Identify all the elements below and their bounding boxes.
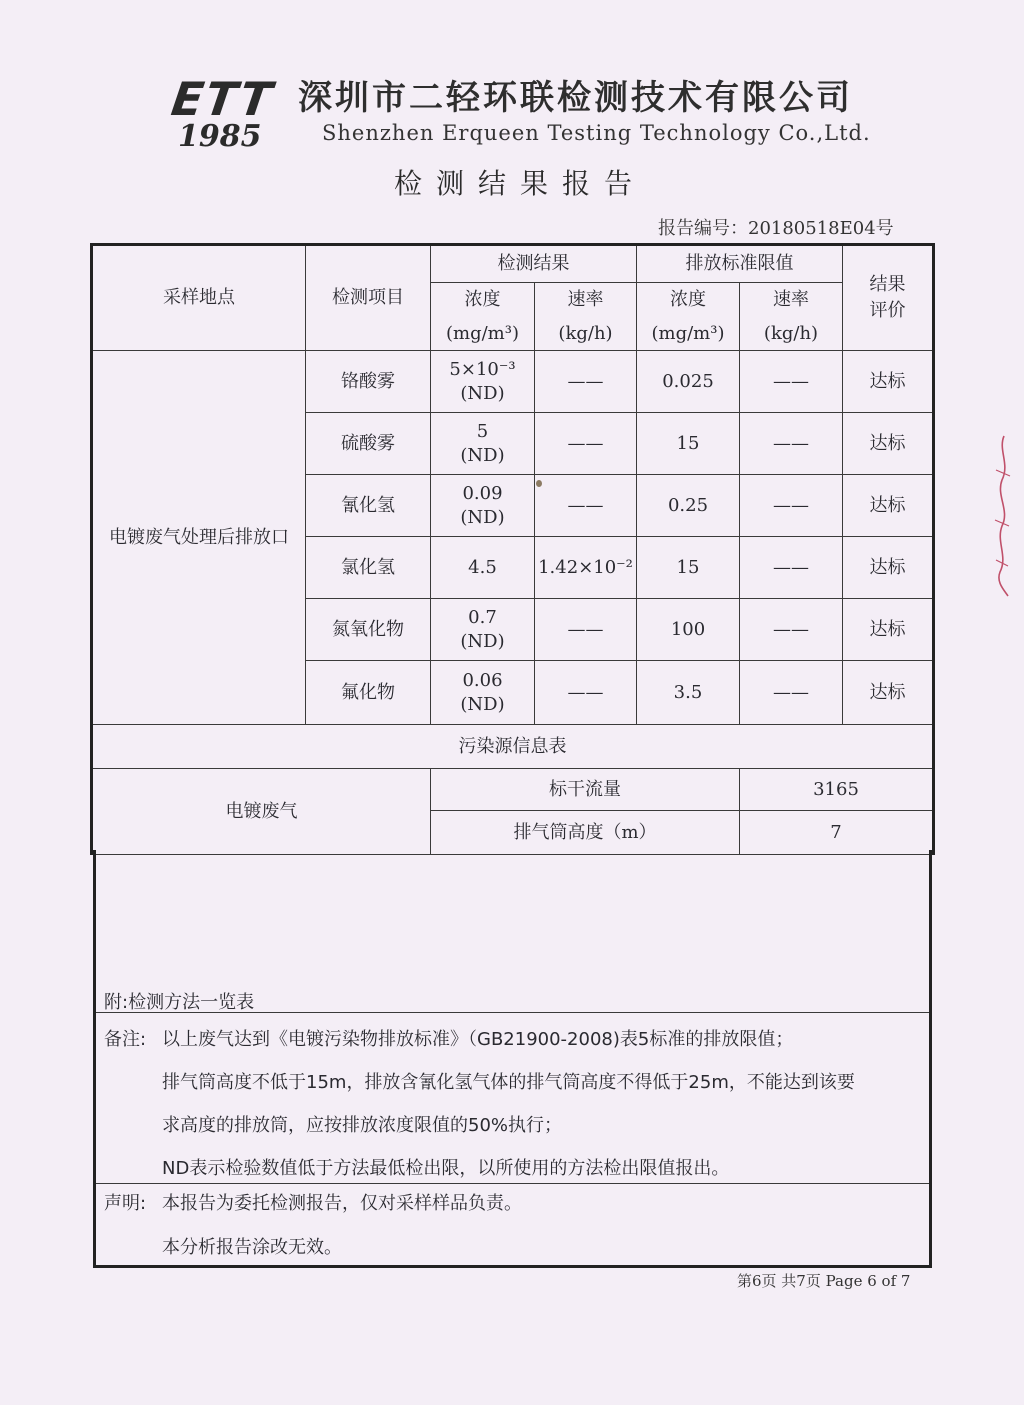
declaration-line-1: 本报告为委托检测报告，仅对采样样品负责。 [162,1193,522,1214]
header-limit-rate-unit: (kg/h) [763,322,819,344]
report-number: 报告编号：20180518E04号 [658,218,894,239]
eval-value: 达标 [843,661,934,725]
source-name: 电镀废气 [92,769,431,855]
conc-cell [431,413,535,475]
company-name-cn: 深圳市二轻环联检测技术有限公司 [298,78,853,118]
limit-conc-value: 3.5 [637,661,740,725]
stack-label: 排气筒高度（m） [431,811,740,855]
declaration-block [96,1185,929,1265]
header-item: 检测项目 [306,245,431,351]
sampling-location: 电镀废气处理后排放口 [92,351,306,725]
data-rows [92,351,934,725]
header-limit-rate: 速率 [773,288,809,310]
header-eval-text: 结果评价 [869,274,906,321]
conc-cell [431,661,535,725]
limit-conc-value: 0.025 [637,351,740,413]
limit-conc-value: 100 [637,599,740,661]
rate-value: —— [535,475,637,537]
conc-value: 0.06 [462,669,503,691]
conc-value: 5×10⁻³ [449,358,516,380]
source-info-title: 污染源信息表 [92,725,934,769]
eval-value: 达标 [843,599,934,661]
limit-conc-value: 0.25 [637,475,740,537]
handwritten-mark [990,430,1020,600]
nd-flag: (ND) [460,444,505,466]
ink-speck [536,480,542,487]
nd-flag: (ND) [460,506,505,528]
header-conc-cell [431,283,535,351]
limit-conc-value: 15 [637,413,740,475]
declaration-label: 声明: [104,1193,147,1214]
rate-value: —— [535,413,637,475]
header-limit-conc: 浓度 [670,288,706,310]
conc-value: 5 [476,420,489,442]
conc-value: 0.09 [462,482,503,504]
nd-flag: (ND) [460,382,505,404]
table-row [92,351,934,413]
logo-year: 1985 [178,119,262,154]
header-rate: 速率 [567,288,604,310]
rate-value: —— [535,351,637,413]
limit-rate-value: —— [740,599,843,661]
rate-value: —— [535,661,637,725]
remark-line-3: 求高度的排放筒，应按排放浓度限值的50%执行； [162,1115,563,1136]
limit-rate-value: —— [740,413,843,475]
header-limit-conc-unit: (mg/m³) [651,322,725,344]
item-name: 硫酸雾 [306,413,431,475]
item-name: 氰化氢 [306,475,431,537]
item-name: 氮氧化物 [306,599,431,661]
header-eval [843,245,934,351]
header-rate-cell [535,283,637,351]
limit-rate-value: —— [740,351,843,413]
remark-line-1: 以上废气达到《电镀污染物排放标准》（GB21900-2008)表5标准的排放限值； [162,1029,794,1050]
company-name-en: Shenzhen Erqueen Testing Technology Co.,Ltd. [322,121,871,145]
eval-value: 达标 [843,537,934,599]
remark-line-2: 排气筒高度不低于15m，排放含氰化氢气体的排气筒高度不得低于25m，不能达到该要 [162,1072,855,1093]
item-name: 铬酸雾 [306,351,431,413]
flow-label: 标干流量 [431,769,740,811]
header-limit-rate-cell [740,283,843,351]
rate-value: —— [535,599,637,661]
conc-value: 4.5 [468,556,497,578]
header-rate-unit: (kg/h) [558,322,613,344]
conc-cell [431,599,535,661]
limit-rate-value: —— [740,537,843,599]
report-title: 检测结果报告 [393,167,646,200]
nd-flag: (ND) [460,630,505,652]
header-limit-conc-cell [637,283,740,351]
eval-value: 达标 [843,475,934,537]
remarks-block [96,1012,929,1184]
item-name: 氟化物 [306,661,431,725]
header-conc-unit: (mg/m³) [446,322,519,344]
eval-value: 达标 [843,413,934,475]
conc-value: 0.7 [468,606,497,628]
company-logo [168,72,287,154]
remark-label: 备注: [104,1029,147,1050]
rate-value: 1.42×10⁻² [535,537,637,599]
item-name: 氯化氢 [306,537,431,599]
limit-rate-value: —— [740,475,843,537]
header-result-group: 检测结果 [431,245,637,283]
limit-rate-value: —— [740,661,843,725]
results-table [90,243,935,855]
logo-text: ETT [168,72,278,126]
eval-value: 达标 [843,351,934,413]
header-location: 采样地点 [92,245,306,351]
limit-conc-value: 15 [637,537,740,599]
remark-line-4: ND表示检验数值低于方法最低检出限，以所使用的方法检出限值报出。 [162,1158,730,1179]
flow-value: 3165 [740,769,934,811]
header-conc: 浓度 [464,288,501,310]
page-footer: 第6页 共7页 Page 6 of 7 [737,1272,911,1290]
appendix-text: 附:检测方法一览表 [104,992,255,1013]
stack-value: 7 [740,811,934,855]
conc-cell [431,351,535,413]
conc-cell [431,537,535,599]
notes-section [93,850,932,1268]
nd-flag: (ND) [460,693,505,715]
header-limit-group: 排放标准限值 [637,245,843,283]
conc-cell [431,475,535,537]
declaration-line-2: 本分析报告涂改无效。 [162,1237,342,1258]
